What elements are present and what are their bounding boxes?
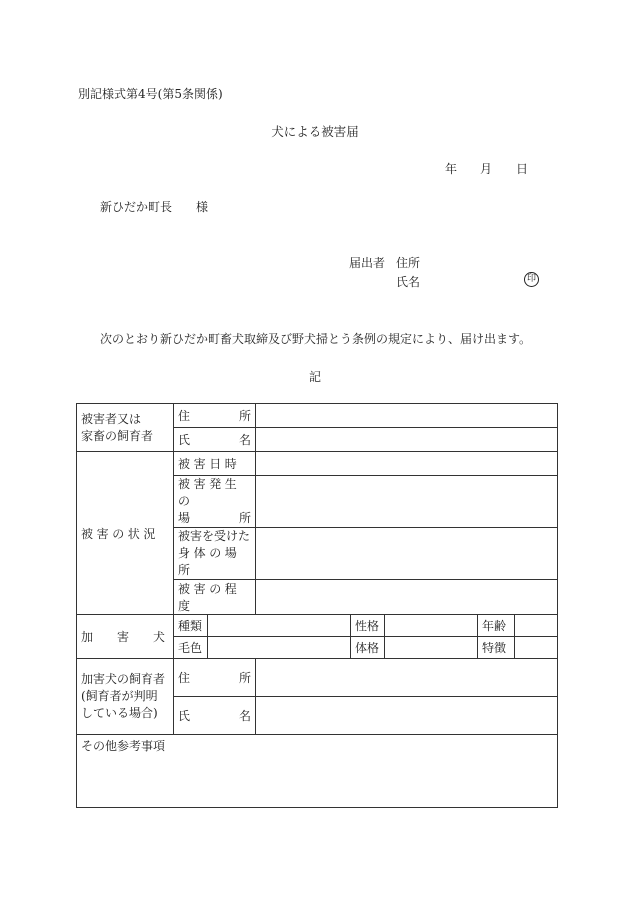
dog-breed-label: 種類 [174,615,208,637]
seal-mark: 印 [524,272,539,287]
document-title: 犬による被害届 [271,124,359,139]
damage-body-field[interactable] [256,528,558,580]
damage-group-label: 被害の状況 [77,452,174,615]
damage-date-field[interactable] [256,452,558,476]
victim-group-line1: 被害者又は [81,411,142,426]
victim-name-field[interactable] [256,428,558,452]
dog-color-label: 毛色 [174,637,208,659]
dog-temper-field[interactable] [385,615,478,637]
damage-report-table [76,403,558,808]
dog-age-field[interactable] [515,615,558,637]
form-code: 別記様式第4号(第5条関係) [78,87,223,101]
notes-field[interactable] [77,735,558,808]
addressee-suffix: 様 [196,200,209,214]
owner-address-label: 住 所 [174,659,256,697]
damage-degree-field[interactable] [256,580,558,615]
addressee: 新ひだか町長 [100,200,173,214]
victim-name-label: 氏 名 [174,428,256,452]
victim-address-field[interactable] [256,404,558,428]
damage-place-field[interactable] [256,476,558,528]
notes-label: その他参考事項 [81,739,166,753]
statement: 次のとおり新ひだか町畜犬取締及び野犬掃とう条例の規定により、届け出ます。 [100,332,532,346]
dog-build-field[interactable] [385,637,478,659]
owner-address-field[interactable] [256,659,558,697]
reporter-label: 届出者 [349,256,386,270]
dog-group-label: 加 害 犬 [77,615,174,659]
victim-group-label [77,404,174,452]
reporter-address-label: 住所 [396,256,421,270]
date-month: 月 [480,162,493,176]
owner-name-label: 氏 名 [174,697,256,735]
damage-body-label: 被害を受けた 身体の場所 [174,528,256,580]
dog-color-field[interactable] [208,637,351,659]
dog-temper-label: 性格 [351,615,385,637]
damage-place-label: 被害発生の 場 所 [174,476,256,528]
dog-age-label: 年齢 [478,615,515,637]
damage-degree-label: 被害の程度 [174,580,256,615]
victim-address-label: 住 所 [174,404,256,428]
date-year: 年 [445,162,458,176]
owner-group-label: 加害犬の飼育者 (飼育者が判明 している場合) [77,659,174,735]
date-day: 日 [516,162,529,176]
dog-features-field[interactable] [515,637,558,659]
ki-heading: 記 [308,370,321,384]
dog-breed-field[interactable] [208,615,351,637]
victim-group-line2: 家畜の飼育者 [81,428,154,443]
reporter-name-label: 氏名 [396,275,421,289]
damage-date-label: 被害日時 [174,452,256,476]
dog-build-label: 体格 [351,637,385,659]
dog-features-label: 特徴 [478,637,515,659]
owner-name-field[interactable] [256,697,558,735]
